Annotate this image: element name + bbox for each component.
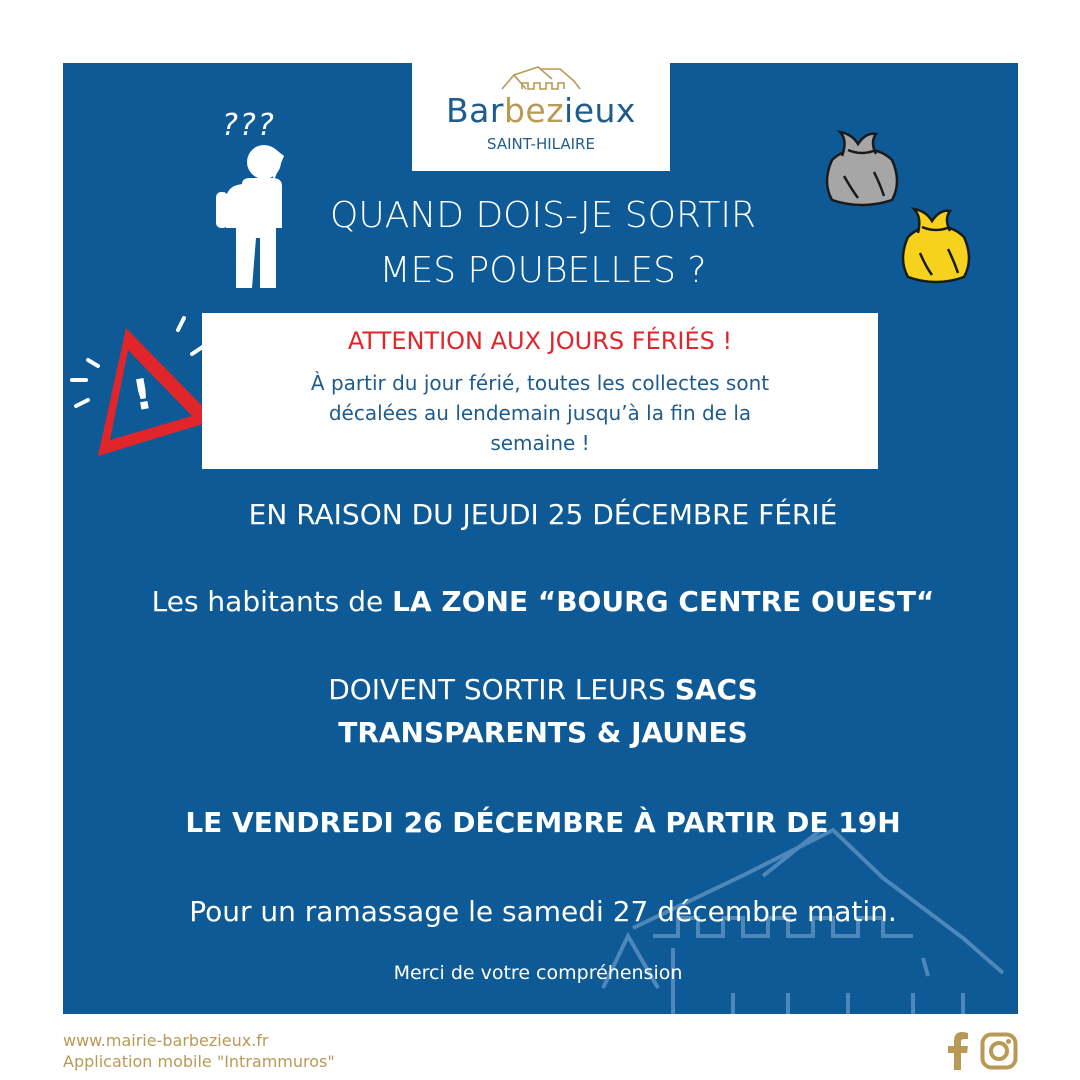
yellow-trash-bag-icon	[896, 205, 976, 285]
residents-zone: LA ZONE “BOURG CENTRE OUEST“	[392, 585, 935, 618]
residents-prefix: Les habitants de	[151, 585, 393, 618]
logo-name: Barbezieux	[446, 91, 636, 130]
must-prefix: DOIVENT SORTIR LEURS	[328, 673, 675, 706]
logo-subtitle: SAINT-HILAIRE	[487, 135, 595, 153]
page-title-line1: QUAND DOIS-JE SORTIR	[330, 195, 756, 236]
warning-text	[232, 368, 848, 458]
website-link[interactable]: www.mairie-barbezieux.fr	[63, 1031, 269, 1050]
holiday-reason: EN RAISON DU JEUDI 25 DÉCEMBRE FÉRIÉ	[248, 498, 838, 531]
warning-title: ATTENTION AUX JOURS FÉRIÉS !	[347, 327, 733, 355]
instagram-icon[interactable]	[980, 1032, 1018, 1070]
page-title-line2: MES POUBELLES ?	[379, 250, 707, 291]
warning-line: semaine !	[490, 431, 590, 455]
warning-line: décalées au lendemain jusqu’à la fin de la	[328, 401, 752, 425]
thanks-note: Merci de votre compréhension	[393, 962, 683, 984]
collection-date: LE VENDREDI 26 DÉCEMBRE À PARTIR DE 19H	[185, 806, 901, 839]
bags-line-1	[3, 673, 1080, 706]
pickup-info: Pour un ramassage le samedi 27 décembre matin.	[189, 895, 897, 928]
warning-line: À partir du jour férié, toutes les collectes sont	[310, 371, 770, 395]
bags-label: SACS	[674, 673, 758, 706]
app-info: Application mobile "Intrammuros"	[63, 1052, 335, 1071]
grey-trash-bag-icon	[818, 126, 906, 208]
warning-exclamation: !	[128, 368, 157, 421]
holiday-warning-box	[202, 313, 878, 469]
residents-line	[3, 585, 1080, 618]
bags-line-2: TRANSPARENTS & JAUNES	[338, 716, 748, 749]
facebook-icon[interactable]	[946, 1032, 970, 1070]
question-marks: ???	[222, 108, 276, 143]
logo	[412, 63, 670, 171]
castle-icon	[500, 65, 582, 91]
